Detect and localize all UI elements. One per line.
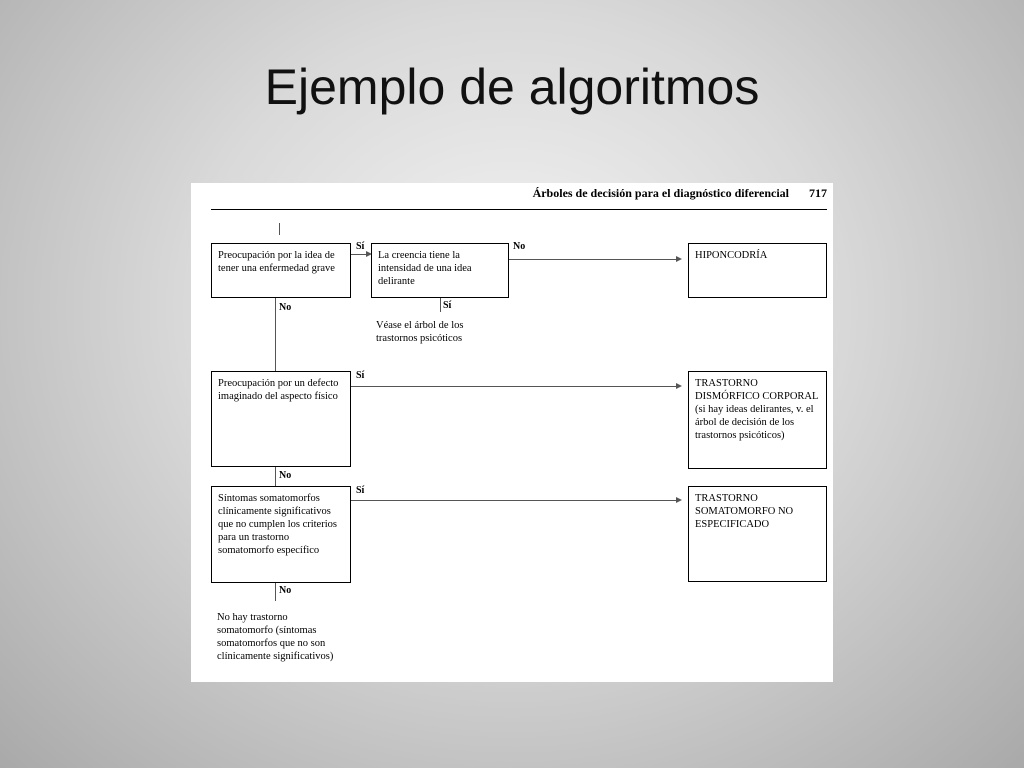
box-no-especificado: TRASTORNO SOMATOMORFO NO ESPECIFICADO xyxy=(688,486,827,582)
box-hipocondria: HIPONCODRÍA xyxy=(688,243,827,298)
decision-tree-figure xyxy=(191,183,833,682)
connector-no-2 xyxy=(275,298,276,371)
arrow-si-2 xyxy=(676,383,682,389)
box-defecto-imaginado: Preocupación por un defecto imaginado del aspecto físico xyxy=(211,371,351,467)
box-trastorno-dismorfico: TRASTORNO DISMÓRFICO CORPORAL (si hay ideas delirantes, v. el árbol de decisión de los trastornos psicóticos) xyxy=(688,371,827,469)
figure-header xyxy=(191,186,827,201)
connector-si-creencia xyxy=(440,298,441,312)
note-no-hay-trastorno: No hay trastorno somatomorfo (síntomas somatomorfos que no son clínicamente significativos) xyxy=(217,612,334,662)
label-no-4: No xyxy=(279,585,292,596)
label-si-creencia: Sí xyxy=(443,300,452,311)
box-sintomas-somatomorfos: Síntomas somatomorfos clínicamente significativos que no cumplen los criterios para un trastorno somatomorfo específico xyxy=(211,486,351,583)
label-no-2: No xyxy=(279,302,292,313)
entry-connector xyxy=(279,223,280,235)
label-si-1: Sí xyxy=(356,241,365,252)
label-si-3: Sí xyxy=(356,485,365,496)
connector-no-4 xyxy=(275,583,276,601)
label-no-3: No xyxy=(279,470,292,481)
figure-page-number: 717 xyxy=(809,186,827,200)
arrow-no-1 xyxy=(676,256,682,262)
connector-no-1 xyxy=(509,259,679,260)
header-rule xyxy=(211,209,827,210)
label-si-2: Sí xyxy=(356,370,365,381)
box-creencia-delirante: La creencia tiene la intensidad de una idea delirante xyxy=(371,243,509,298)
connector-si-2 xyxy=(351,386,679,387)
note-vease-psicoticos: Véase el árbol de los trastornos psicóticos xyxy=(376,320,464,344)
arrow-si-3 xyxy=(676,497,682,503)
box-preocupacion-enfermedad: Preocupación por la idea de tener una enfermedad grave xyxy=(211,243,351,298)
label-no-1: No xyxy=(513,241,526,252)
slide-title: Ejemplo de algoritmos xyxy=(264,59,760,115)
connector-no-3 xyxy=(275,467,276,486)
connector-si-3 xyxy=(351,500,679,501)
figure-header-title: Árboles de decisión para el diagnóstico diferencial xyxy=(532,186,789,200)
